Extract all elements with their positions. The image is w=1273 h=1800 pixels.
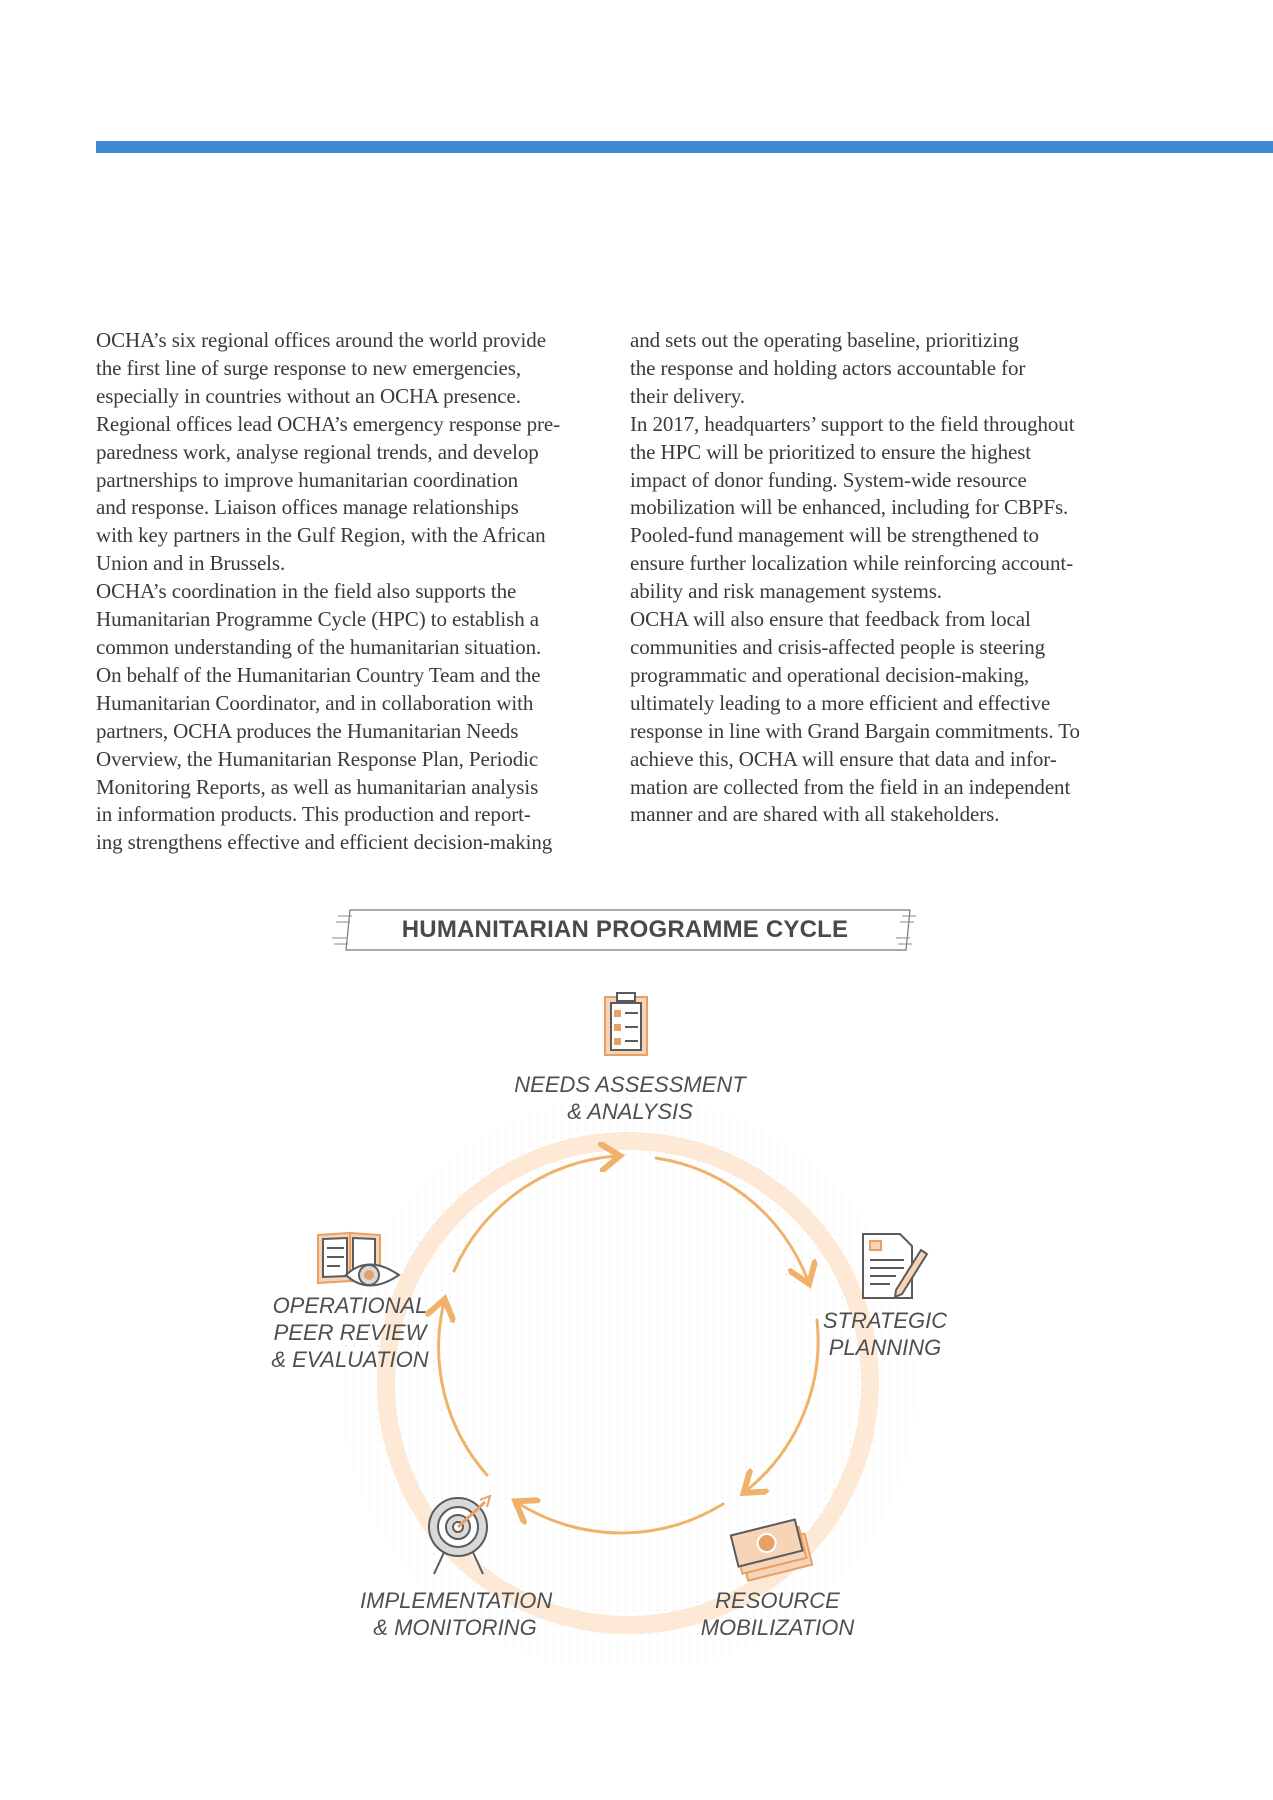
paragraph (96, 327, 606, 578)
text-line: Humanitarian Coordinator, and in collaboration with (96, 690, 534, 715)
text-line: communities and crisis-affected people is steering (630, 634, 1046, 659)
text-line: partners, OCHA produces the Humanitarian Needs (96, 718, 519, 743)
text-line: common understanding of the humanitarian situation. (96, 634, 542, 659)
text-line: the HPC will be prioritized to ensure the highest (630, 439, 1032, 464)
text-line: ing strengthens effective and efficient decision-making (96, 830, 553, 855)
text-line: partnerships to improve humanitarian coordination (96, 467, 518, 492)
stage-label-peer-review: OPERATIONAL PEER REVIEW & EVALUATION (271, 1293, 429, 1372)
text-line: in information products. This production and report- (96, 802, 531, 827)
text-line: mation are collected from the field in an independent (630, 774, 1071, 799)
document-pencil-icon (863, 1234, 927, 1298)
text-line: and sets out the operating baseline, prioritizing (630, 328, 1019, 352)
header-accent-bar (96, 141, 1273, 153)
cycle-dotted-background (340, 1095, 916, 1660)
text-line: OCHA’s coordination in the field also supports the (96, 579, 517, 604)
text-line: the response and holding actors accountable for (630, 355, 1026, 380)
text-line: ensure further localization while reinforcing account- (630, 551, 1073, 576)
stage-label-strategic-planning: STRATEGIC PLANNING (822, 1308, 948, 1360)
text-line: programmatic and operational decision-making, (630, 662, 1030, 687)
paragraph (630, 606, 1150, 829)
paragraph (96, 578, 606, 857)
text-line: On behalf of the Humanitarian Country Team and the (96, 662, 541, 687)
text-line: Union and in Brussels. (96, 551, 286, 576)
text-line: Monitoring Reports, as well as humanitarian analysis (96, 774, 539, 799)
text-line: In 2017, headquarters’ support to the field throughout (630, 411, 1075, 436)
text-line: OCHA will also ensure that feedback from local (630, 607, 1031, 632)
text-line: ability and risk management systems. (630, 579, 942, 604)
text-line: manner and are shared with all stakeholders. (630, 802, 1000, 827)
text-line: the first line of surge response to new emergencies, (96, 355, 521, 380)
text-line: Regional offices lead OCHA’s emergency response pre- (96, 411, 561, 436)
text-line: and response. Liaison offices manage relationships (96, 495, 519, 520)
text-line: ultimately leading to a more efficient and effective (630, 690, 1051, 715)
clipboard-icon (605, 993, 647, 1055)
text-line: achieve this, OCHA will ensure that data and infor- (630, 746, 1057, 771)
hpc-cycle-diagram (0, 960, 1273, 1660)
paragraph (630, 327, 1150, 411)
text-column-right (630, 327, 1150, 829)
text-line: Humanitarian Programme Cycle (HPC) to establish a (96, 607, 540, 632)
text-line: Pooled-fund management will be strengthened to (630, 523, 1039, 548)
text-line: especially in countries without an OCHA presence. (96, 383, 521, 408)
text-line: response in line with Grand Bargain commitments. To (630, 718, 1080, 743)
text-line: impact of donor funding. System-wide resource (630, 467, 1027, 492)
text-line: Overview, the Humanitarian Response Plan, Periodic (96, 746, 539, 771)
diagram-title: HUMANITARIAN PROGRAMME CYCLE (401, 916, 849, 943)
stage-label-needs-assessment: NEEDS ASSESSMENT & ANALYSIS (514, 1072, 746, 1124)
text-line: their delivery. (630, 383, 745, 408)
text-line: paredness work, analyse regional trends, and develop (96, 439, 539, 464)
text-line: with key partners in the Gulf Region, with the African (96, 523, 546, 548)
stage-label-resource-mobilization: RESOURCE MOBILIZATION (700, 1588, 855, 1640)
text-line: mobilization will be enhanced, including for CBPFs. (630, 495, 1069, 520)
text-line: OCHA’s six regional offices around the world provide (96, 328, 546, 352)
paragraph (630, 411, 1150, 606)
text-column-left (96, 327, 606, 857)
stage-label-implementation-monitoring: IMPLEMENTATION & MONITORING (360, 1588, 553, 1640)
